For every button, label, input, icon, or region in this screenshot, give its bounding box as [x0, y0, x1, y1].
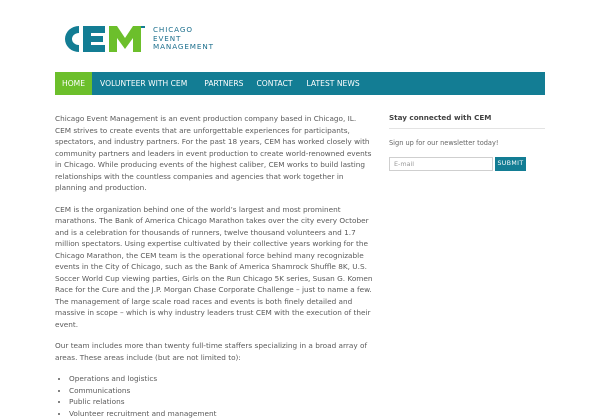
newsletter-subtitle: Sign up for our newsletter today! — [389, 139, 545, 147]
team-paragraph: Our team includes more than twenty full-time staffers specializing in a broad array of areas. These areas include (but are not limited to): — [55, 340, 373, 363]
nav-item-volunteer[interactable]: VOLUNTEER WITH CEM — [92, 72, 197, 95]
main-content — [55, 113, 373, 419]
newsletter-form — [389, 157, 545, 171]
intro-paragraph: Chicago Event Management is an event production company based in Chicago, IL. CEM strives to create events that are unforgettable experiences for participants, spectators, and industry partners. For the past 18 years, CEM has worked closely with community partners and leaders in event production to create world-renowned events in Chicago. While producing events of the highest caliber, CEM works to build lasting relationships with the countless companies and agencies that work together in planning and production. — [55, 113, 373, 194]
areas-list — [69, 373, 373, 419]
list-item: • Operations and logistics — [69, 373, 373, 385]
nav-item-contact[interactable]: CONTACT — [250, 72, 300, 95]
logo-tagline-line: EVENT — [153, 35, 214, 44]
list-item: • Public relations — [69, 396, 373, 408]
nav-item-latest-news[interactable]: LATEST NEWS — [300, 72, 367, 95]
newsletter-title: Stay connected with CEM — [389, 113, 545, 129]
logo-tagline-line: CHICAGO — [153, 26, 214, 35]
sidebar — [389, 113, 545, 171]
submit-button[interactable]: SUBMIT — [495, 157, 526, 171]
list-item: • Volunteer recruitment and management — [69, 408, 373, 419]
nav-item-home[interactable]: HOME — [55, 72, 92, 95]
nav-item-partners[interactable]: PARTNERS — [197, 72, 249, 95]
logo-tagline-line: MANAGEMENT — [153, 43, 214, 52]
list-item: • Communications — [69, 385, 373, 397]
cem-logo[interactable] — [55, 22, 147, 56]
marathon-paragraph: CEM is the organization behind one of the world’s largest and most prominent marathons. The Bank of America Chicago Marathon takes over the city every October and is a celebration for thousands of runners, twelve thousand volunteers and 1.7 million spectators. Using expertise cultivated by their collective years working for the Chicago Marathon, the CEM team is the operational force behind many recognizable events in the City of Chicago, such as the Bank of America Shamrock Shuffle 8K, U.S. Soccer World Cup viewing parties, Girls on the Run Chicago 5K series, Susan G. Komen Race for the Cure and the J.P. Morgan Chase Corporate Challenge – just to name a few. The management of large scale road races and events is both finely detailed and massive in scope – which is why industry leaders trust CEM with the execution of their event. — [55, 204, 373, 331]
site-header — [55, 22, 255, 56]
email-input[interactable] — [389, 157, 493, 171]
logo-tagline — [153, 26, 214, 52]
main-nav — [55, 72, 545, 95]
